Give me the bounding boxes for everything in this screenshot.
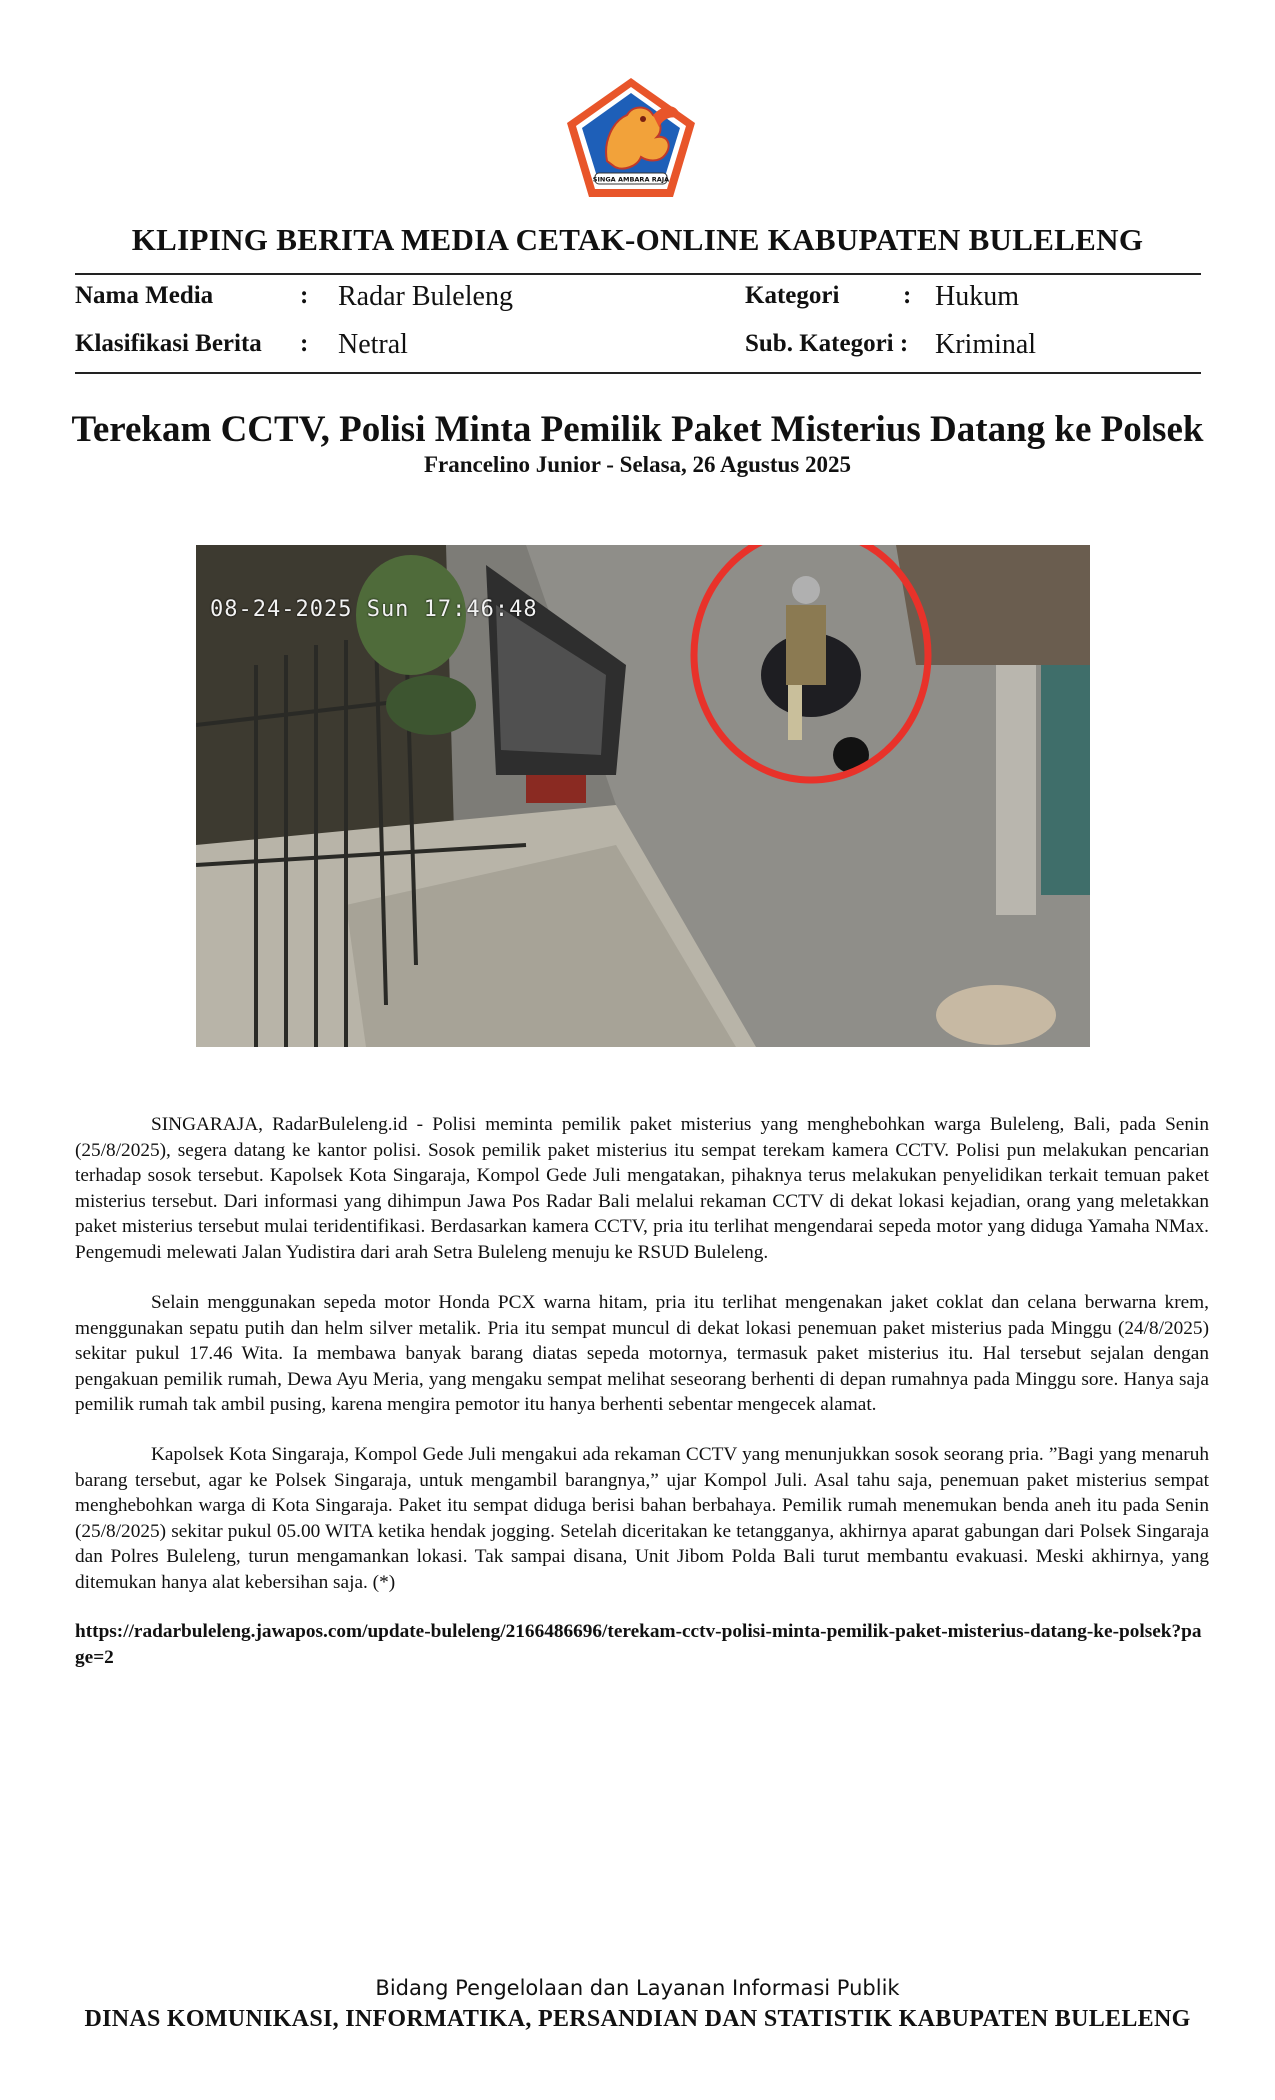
kategori-label: Kategori <box>745 282 840 309</box>
article-title: Terekam CCTV, Polisi Minta Pemilik Paket Misterius Datang ke Polsek <box>71 409 1204 450</box>
sub-kategori-value: Kriminal <box>935 329 1037 360</box>
klasifikasi-label: Klasifikasi Berita <box>75 330 262 357</box>
sub-kategori-label: Sub. Kategori : <box>745 330 909 357</box>
kategori-value: Hukum <box>935 281 1019 312</box>
cctv-timestamp: 08-24-2025 Sun 17:46:48 <box>210 597 538 622</box>
article-paragraph: Selain menggunakan sepeda motor Honda PCX warna hitam, pria itu terlihat mengenakan jaket coklat dan celana berwarna krem, menggunakan sepatu putih dan helm silver metalik. Pria itu sempat muncul di dekat lokasi penemuan paket misterius pada Minggu (24/8/2025) sekitar pukul 17.46 Wita. Ia membawa banyak barang diatas sepeda motornya, termasuk paket misterius itu. Hal tersebut sejalan dengan pengakuan pemilik rumah, Dewa Ayu Meria, yang mengaku sempat melihat seseorang berhenti di depan rumahnya pada Minggu sore. Hanya saja pemilik rumah tak ambil pusing, karena mengira pemotor itu hanya berhenti sebentar mengecek alamat. <box>75 1292 1209 1415</box>
source-link[interactable]: https://radarbuleleng.jawapos.com/update-buleleng/2166486696/terekam-cctv-polisi-minta-pemilik-paket-misterius-datang-ke-polsek?page=2 <box>75 1621 1202 1668</box>
cctv-photo <box>196 545 1090 1047</box>
footer-department: Bidang Pengelolaan dan Layanan Informasi Publik <box>375 1976 900 2000</box>
klasifikasi-value: Netral <box>338 329 408 360</box>
footer-agency: DINAS KOMUNIKASI, INFORMATIKA, PERSANDIAN DAN STATISTIK KABUPATEN BULELENG <box>84 2006 1191 2032</box>
colon: : <box>903 282 912 309</box>
article-paragraph: SINGARAJA, RadarBuleleng.id - Polisi meminta pemilik paket misterius yang menghebohkan warga Buleleng, Bali, pada Senin (25/8/2025), segera datang ke kantor polisi. Sosok pemilik paket misterius itu sempat terekam kamera CCTV. Polisi pun melakukan pencarian terhadap sosok tersebut. Kapolsek Kota Singaraja, Kompol Gede Juli mengatakan, pihaknya terus melakukan penyelidikan terkait temuan paket misterius tersebut. Dari informasi yang dihimpun Jawa Pos Radar Bali melalui rekaman CCTV di dekat lokasi kejadian, orang yang meletakkan paket misterius tersebut mulai teridentifikasi. Berdasarkan kamera CCTV, pria itu terlihat mengendarai sepeda motor yang diduga Yamaha NMax. Pengemudi melewati Jalan Yudistira dari arah Setra Buleleng menuju ke RSUD Buleleng. <box>75 1114 1209 1263</box>
nama-media-label: Nama Media <box>75 282 214 309</box>
article-paragraph: Kapolsek Kota Singaraja, Kompol Gede Juli mengakui ada rekaman CCTV yang menunjukkan sosok seorang pria. ”Bagi yang menaruh barang tersebut, agar ke Polsek Singaraja, untuk mengambil barangnya,” ujar Kompol Juli. Asal tahu saja, penemuan paket misterius sempat menghebohkan warga di Kota Singaraja. Paket itu sempat diduga berisi bahan berbahaya. Pemilik rumah menemukan benda aneh itu pada Senin (25/8/2025) sekitar pukul 05.00 WITA ketika hendak jogging. Setelah diceritakan ke tetangganya, akhirnya aparat gabungan dari Polsek Singaraja dan Polres Buleleng, turun mengamankan lokasi. Tak sampai disana, Unit Jibom Polda Bali turut membantu evakuasi. Meski akhirnya, yang ditemukan hanya alat kebersihan saja. (*) <box>75 1444 1209 1593</box>
divider <box>75 273 1201 275</box>
page-title: KLIPING BERITA MEDIA CETAK-ONLINE KABUPATEN BULELENG <box>131 222 1144 257</box>
article-byline: Francelino Junior - Selasa, 26 Agustus 2025 <box>423 452 852 477</box>
divider <box>75 372 1201 374</box>
crest-motto: SINGA AMBARA RAJA <box>592 175 670 184</box>
buleleng-crest-icon <box>563 75 699 201</box>
colon: : <box>300 282 309 309</box>
colon: : <box>300 330 309 357</box>
nama-media-value: Radar Buleleng <box>338 281 513 312</box>
